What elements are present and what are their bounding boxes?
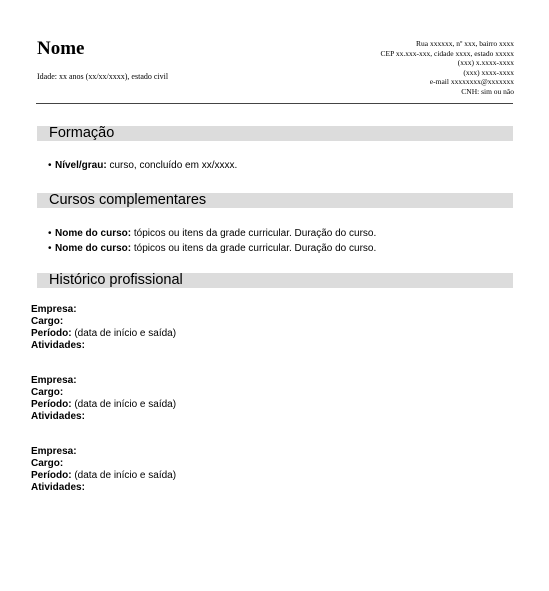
contact-cnh: CNH: sim ou não [461,86,514,96]
bullet-icon: • [48,228,52,239]
contact-block [381,39,514,97]
item-text: tópicos ou itens da grade curricular. Duração do curso. [131,228,377,239]
candidate-name: Nome [37,38,85,59]
bullet-icon: • [48,243,52,254]
item-text: tópicos ou itens da grade curricular. Duração do curso. [131,243,377,254]
list-item-curso [48,243,376,255]
job-periodo-label: Período: [31,399,72,410]
item-label: Nome do curso: [55,243,132,254]
contact-phone: (xxx) xxxx-xxxx [463,67,514,77]
job-empresa: Empresa: [31,375,77,386]
job-atividades: Atividades: [31,340,85,351]
bullet-icon: • [48,160,52,171]
job-cargo: Cargo: [31,387,64,398]
age-marital-status: Idade: xx anos (xx/xx/xxxx), estado civil [37,72,169,81]
job-periodo-text: (data de início e saída) [71,328,177,339]
section-cursos [37,193,513,208]
contact-cep-city: CEP xx.xxx-xxx, cidade xxxx, estado xxxxx [380,48,514,58]
item-text: curso, concluído em xx/xxxx. [106,160,238,171]
list-item-curso [48,228,376,240]
job-empresa: Empresa: [31,304,77,315]
job-empresa: Empresa: [31,446,77,457]
contact-mobile: (xxx) x.xxxx-xxxx [457,58,514,68]
item-label: Nível/grau: [55,160,107,171]
section-title-historico: Histórico profissional [49,272,183,288]
job-entry [31,446,176,494]
job-periodo-label: Período: [31,328,72,339]
job-atividades: Atividades: [31,411,85,422]
item-label: Nome do curso: [55,228,132,239]
section-formacao [37,126,513,141]
job-cargo: Cargo: [31,316,64,327]
contact-address: Rua xxxxxx, nº xxx, bairro xxxx [416,39,514,48]
job-periodo-label: Período: [31,470,72,481]
job-entry [31,375,176,423]
contact-email: e-mail xxxxxxxx@xxxxxxx [429,77,514,87]
job-cargo: Cargo: [31,458,64,469]
section-historico [37,273,513,288]
section-title-formacao: Formação [49,125,115,141]
job-periodo-text: (data de início e saída) [71,470,177,481]
job-entry [31,304,176,352]
job-periodo-text: (data de início e saída) [71,399,177,410]
header-divider [36,103,513,104]
section-title-cursos: Cursos complementares [49,192,207,208]
list-item-formacao [48,160,237,172]
job-atividades: Atividades: [31,482,85,493]
